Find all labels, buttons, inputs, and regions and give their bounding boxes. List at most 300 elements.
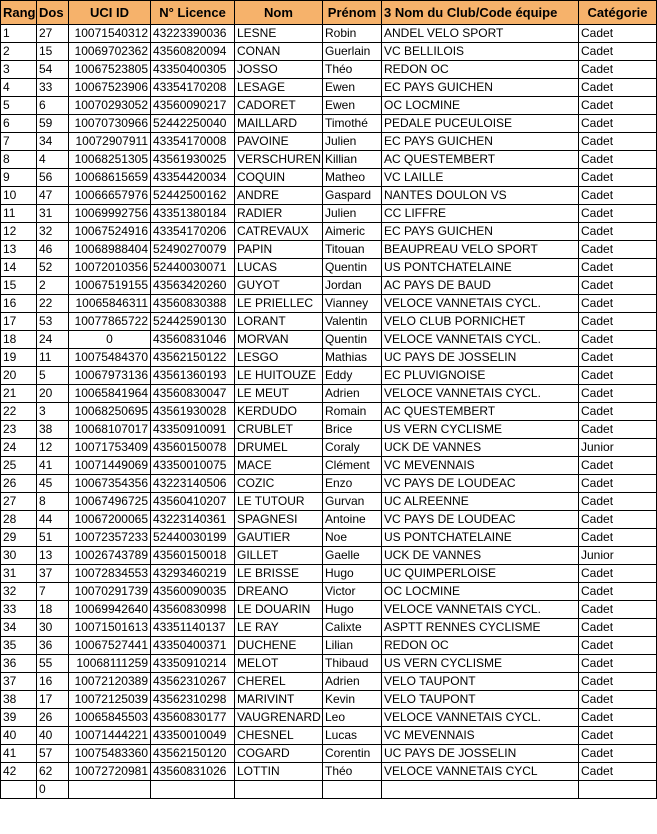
cell-club[interactable]: VELOCE VANNETAIS CYCL. [382, 331, 579, 349]
cell-uci-id[interactable]: 10067973136 [69, 367, 151, 385]
cell-licence[interactable]: 43223140506 [151, 475, 235, 493]
cell-uci-id[interactable]: 10069942640 [69, 601, 151, 619]
cell-licence[interactable]: 52440030199 [151, 529, 235, 547]
cell-club[interactable]: VELO TAUPONT [382, 691, 579, 709]
cell-club[interactable]: VC MEVENNAIS [382, 727, 579, 745]
cell-club[interactable]: EC PAYS GUICHEN [382, 133, 579, 151]
cell-dos[interactable]: 11 [37, 349, 69, 367]
cell-prenom[interactable]: Thibaud [323, 655, 382, 673]
cell-prenom[interactable]: Guerlain [323, 43, 382, 61]
cell-uci-id[interactable]: 10067519155 [69, 277, 151, 295]
cell-categorie[interactable]: Cadet [579, 205, 657, 223]
cell-nom[interactable]: MAILLARD [235, 115, 323, 133]
cell-club[interactable]: VC BELLILOIS [382, 43, 579, 61]
cell-nom[interactable]: SPAGNESI [235, 511, 323, 529]
cell-prenom[interactable]: Adrien [323, 673, 382, 691]
cell-dos[interactable]: 26 [37, 709, 69, 727]
cell-nom[interactable]: ANDRE [235, 187, 323, 205]
cell-rang[interactable]: 31 [1, 565, 37, 583]
cell-rang[interactable]: 9 [1, 169, 37, 187]
cell-dos[interactable]: 45 [37, 475, 69, 493]
cell-prenom[interactable]: Ewen [323, 97, 382, 115]
cell-prenom[interactable]: Jordan [323, 277, 382, 295]
cell-uci-id[interactable]: 10026743789 [69, 547, 151, 565]
cell-club[interactable]: VELOCE VANNETAIS CYCL. [382, 601, 579, 619]
cell-rang[interactable]: 29 [1, 529, 37, 547]
cell-nom[interactable]: LESAGE [235, 79, 323, 97]
cell-prenom[interactable]: Romain [323, 403, 382, 421]
cell-dos[interactable]: 51 [37, 529, 69, 547]
cell-uci-id[interactable]: 10067354356 [69, 475, 151, 493]
cell-dos[interactable]: 15 [37, 43, 69, 61]
cell-uci-id[interactable]: 10071449069 [69, 457, 151, 475]
cell-uci-id[interactable]: 10072907911 [69, 133, 151, 151]
cell-prenom[interactable]: Adrien [323, 385, 382, 403]
header-nom[interactable]: Nom [235, 1, 323, 25]
cell-uci-id[interactable]: 10072357233 [69, 529, 151, 547]
cell-rang[interactable]: 30 [1, 547, 37, 565]
cell-club[interactable]: VELOCE VANNETAIS CYCL. [382, 709, 579, 727]
cell-licence[interactable]: 52442250040 [151, 115, 235, 133]
cell-rang[interactable]: 7 [1, 133, 37, 151]
cell-club[interactable]: BEAUPREAU VELO SPORT [382, 241, 579, 259]
cell-prenom[interactable]: Gurvan [323, 493, 382, 511]
cell-dos[interactable]: 40 [37, 727, 69, 745]
cell-nom[interactable]: MARIVINT [235, 691, 323, 709]
cell-rang[interactable]: 5 [1, 97, 37, 115]
cell-licence[interactable]: 43560830047 [151, 385, 235, 403]
cell-prenom[interactable]: Clément [323, 457, 382, 475]
cell-rang[interactable]: 8 [1, 151, 37, 169]
cell-rang[interactable]: 28 [1, 511, 37, 529]
cell-licence[interactable]: 43351140137 [151, 619, 235, 637]
cell-club[interactable]: UCK DE VANNES [382, 439, 579, 457]
cell-club[interactable]: US PONTCHATELAINE [382, 259, 579, 277]
cell-prenom[interactable]: Lilian [323, 637, 382, 655]
cell-prenom[interactable]: Brice [323, 421, 382, 439]
cell-dos[interactable]: 30 [37, 619, 69, 637]
cell-nom[interactable]: CADORET [235, 97, 323, 115]
cell-club[interactable]: CC LIFFRE [382, 205, 579, 223]
cell-licence[interactable]: 43560410207 [151, 493, 235, 511]
cell-rang[interactable]: 41 [1, 745, 37, 763]
cell-rang[interactable]: 1 [1, 25, 37, 43]
cell-dos[interactable]: 46 [37, 241, 69, 259]
cell-rang[interactable]: 26 [1, 475, 37, 493]
cell-prenom[interactable] [323, 781, 382, 799]
cell-club[interactable]: AC QUESTEMBERT [382, 151, 579, 169]
cell-club[interactable]: REDON OC [382, 637, 579, 655]
cell-rang[interactable]: 34 [1, 619, 37, 637]
cell-rang[interactable]: 40 [1, 727, 37, 745]
cell-nom[interactable]: GUYOT [235, 277, 323, 295]
cell-licence[interactable]: 43560090035 [151, 583, 235, 601]
cell-uci-id[interactable]: 10069702362 [69, 43, 151, 61]
cell-club[interactable]: VC MEVENNAIS [382, 457, 579, 475]
cell-licence[interactable]: 43562150122 [151, 349, 235, 367]
cell-dos[interactable]: 59 [37, 115, 69, 133]
cell-club[interactable]: VC PAYS DE LOUDEAC [382, 475, 579, 493]
cell-licence[interactable]: 43350910214 [151, 655, 235, 673]
cell-club[interactable]: VELO TAUPONT [382, 673, 579, 691]
cell-rang[interactable]: 36 [1, 655, 37, 673]
cell-rang[interactable]: 27 [1, 493, 37, 511]
cell-uci-id[interactable]: 10075483360 [69, 745, 151, 763]
cell-rang[interactable]: 12 [1, 223, 37, 241]
cell-categorie[interactable]: Cadet [579, 601, 657, 619]
cell-prenom[interactable]: Leo [323, 709, 382, 727]
cell-club[interactable]: OC LOCMINE [382, 583, 579, 601]
cell-uci-id[interactable]: 10070730966 [69, 115, 151, 133]
cell-prenom[interactable]: Julien [323, 133, 382, 151]
cell-categorie[interactable]: Cadet [579, 151, 657, 169]
cell-prenom[interactable]: Robin [323, 25, 382, 43]
cell-prenom[interactable]: Matheo [323, 169, 382, 187]
cell-dos[interactable]: 37 [37, 565, 69, 583]
cell-prenom[interactable]: Titouan [323, 241, 382, 259]
cell-categorie[interactable]: Cadet [579, 97, 657, 115]
cell-uci-id[interactable]: 10071753409 [69, 439, 151, 457]
cell-nom[interactable]: LUCAS [235, 259, 323, 277]
cell-dos[interactable]: 0 [37, 781, 69, 799]
cell-club[interactable]: REDON OC [382, 61, 579, 79]
cell-uci-id[interactable]: 10067524916 [69, 223, 151, 241]
header-rang[interactable]: Rang [1, 1, 37, 25]
cell-licence[interactable]: 43223390036 [151, 25, 235, 43]
cell-categorie[interactable]: Cadet [579, 709, 657, 727]
cell-licence[interactable]: 43560831046 [151, 331, 235, 349]
cell-nom[interactable] [235, 781, 323, 799]
cell-prenom[interactable]: Mathias [323, 349, 382, 367]
cell-club[interactable]: UC PAYS DE JOSSELIN [382, 745, 579, 763]
cell-prenom[interactable]: Quentin [323, 331, 382, 349]
cell-categorie[interactable]: Cadet [579, 529, 657, 547]
cell-uci-id[interactable]: 10070293052 [69, 97, 151, 115]
cell-rang[interactable] [1, 781, 37, 799]
cell-rang[interactable]: 39 [1, 709, 37, 727]
cell-nom[interactable]: LE PRIELLEC [235, 295, 323, 313]
cell-nom[interactable]: LE BRISSE [235, 565, 323, 583]
cell-nom[interactable]: MACE [235, 457, 323, 475]
cell-categorie[interactable]: Cadet [579, 637, 657, 655]
cell-dos[interactable]: 22 [37, 295, 69, 313]
cell-licence[interactable]: 52490270079 [151, 241, 235, 259]
cell-categorie[interactable]: Cadet [579, 241, 657, 259]
cell-dos[interactable]: 18 [37, 601, 69, 619]
cell-nom[interactable]: COZIC [235, 475, 323, 493]
cell-nom[interactable]: COQUIN [235, 169, 323, 187]
cell-categorie[interactable]: Cadet [579, 475, 657, 493]
cell-licence[interactable]: 43560150018 [151, 547, 235, 565]
cell-rang[interactable]: 4 [1, 79, 37, 97]
cell-club[interactable]: VELO CLUB PORNICHET [382, 313, 579, 331]
cell-categorie[interactable]: Cadet [579, 655, 657, 673]
cell-prenom[interactable]: Hugo [323, 601, 382, 619]
cell-rang[interactable]: 42 [1, 763, 37, 781]
cell-dos[interactable]: 32 [37, 223, 69, 241]
cell-club[interactable]: US VERN CYCLISME [382, 421, 579, 439]
cell-licence[interactable]: 52442590130 [151, 313, 235, 331]
cell-categorie[interactable]: Cadet [579, 673, 657, 691]
cell-categorie[interactable]: Cadet [579, 277, 657, 295]
cell-dos[interactable]: 62 [37, 763, 69, 781]
cell-uci-id[interactable]: 10068615659 [69, 169, 151, 187]
cell-nom[interactable]: JOSSO [235, 61, 323, 79]
cell-rang[interactable]: 21 [1, 385, 37, 403]
cell-club[interactable]: AC PAYS DE BAUD [382, 277, 579, 295]
cell-licence[interactable]: 43350010049 [151, 727, 235, 745]
cell-dos[interactable]: 7 [37, 583, 69, 601]
cell-licence[interactable]: 43560830177 [151, 709, 235, 727]
cell-nom[interactable]: CRUBLET [235, 421, 323, 439]
cell-categorie[interactable]: Cadet [579, 619, 657, 637]
cell-nom[interactable]: GILLET [235, 547, 323, 565]
cell-categorie[interactable]: Cadet [579, 727, 657, 745]
cell-club[interactable]: EC PAYS GUICHEN [382, 79, 579, 97]
cell-dos[interactable]: 33 [37, 79, 69, 97]
cell-dos[interactable]: 5 [37, 367, 69, 385]
cell-uci-id[interactable]: 10070291739 [69, 583, 151, 601]
cell-uci-id[interactable]: 10067200065 [69, 511, 151, 529]
cell-categorie[interactable]: Cadet [579, 367, 657, 385]
cell-prenom[interactable]: Corentin [323, 745, 382, 763]
cell-categorie[interactable]: Cadet [579, 25, 657, 43]
cell-prenom[interactable]: Hugo [323, 565, 382, 583]
cell-rang[interactable]: 18 [1, 331, 37, 349]
cell-uci-id[interactable]: 10075484370 [69, 349, 151, 367]
cell-nom[interactable]: CHESNEL [235, 727, 323, 745]
cell-categorie[interactable]: Cadet [579, 133, 657, 151]
cell-prenom[interactable]: Ewen [323, 79, 382, 97]
cell-prenom[interactable]: Victor [323, 583, 382, 601]
cell-nom[interactable]: GAUTIER [235, 529, 323, 547]
cell-categorie[interactable]: Cadet [579, 403, 657, 421]
cell-club[interactable]: UC ALREENNE [382, 493, 579, 511]
cell-prenom[interactable]: Lucas [323, 727, 382, 745]
header-licence[interactable]: N° Licence [151, 1, 235, 25]
cell-categorie[interactable]: Cadet [579, 79, 657, 97]
cell-rang[interactable]: 32 [1, 583, 37, 601]
cell-nom[interactable]: LE TUTOUR [235, 493, 323, 511]
cell-club[interactable]: OC LOCMINE [382, 97, 579, 115]
cell-nom[interactable]: LE RAY [235, 619, 323, 637]
cell-dos[interactable]: 27 [37, 25, 69, 43]
cell-nom[interactable]: LE HUITOUZE [235, 367, 323, 385]
cell-prenom[interactable]: Eddy [323, 367, 382, 385]
cell-nom[interactable]: LOTTIN [235, 763, 323, 781]
cell-nom[interactable]: KERDUDO [235, 403, 323, 421]
cell-prenom[interactable]: Antoine [323, 511, 382, 529]
cell-uci-id[interactable]: 10068251305 [69, 151, 151, 169]
cell-club[interactable] [382, 781, 579, 799]
cell-categorie[interactable]: Cadet [579, 169, 657, 187]
cell-dos[interactable]: 3 [37, 403, 69, 421]
cell-rang[interactable]: 23 [1, 421, 37, 439]
cell-club[interactable]: VELOCE VANNETAIS CYCL. [382, 295, 579, 313]
cell-licence[interactable]: 43560830998 [151, 601, 235, 619]
cell-uci-id[interactable]: 0 [69, 331, 151, 349]
cell-dos[interactable]: 12 [37, 439, 69, 457]
cell-licence[interactable]: 43561930028 [151, 403, 235, 421]
cell-prenom[interactable]: Théo [323, 763, 382, 781]
cell-club[interactable]: EC PAYS GUICHEN [382, 223, 579, 241]
cell-nom[interactable]: LESNE [235, 25, 323, 43]
header-prenom[interactable]: Prénom [323, 1, 382, 25]
cell-categorie[interactable]: Cadet [579, 313, 657, 331]
cell-categorie[interactable]: Cadet [579, 295, 657, 313]
cell-licence[interactable]: 43223140361 [151, 511, 235, 529]
cell-uci-id[interactable]: 10072125039 [69, 691, 151, 709]
cell-club[interactable]: VC LAILLE [382, 169, 579, 187]
cell-nom[interactable]: PAVOINE [235, 133, 323, 151]
cell-licence[interactable] [151, 781, 235, 799]
cell-licence[interactable]: 43560820094 [151, 43, 235, 61]
cell-licence[interactable]: 43354170208 [151, 79, 235, 97]
cell-licence[interactable]: 43560090217 [151, 97, 235, 115]
cell-club[interactable]: UC PAYS DE JOSSELIN [382, 349, 579, 367]
cell-rang[interactable]: 14 [1, 259, 37, 277]
cell-categorie[interactable]: Cadet [579, 763, 657, 781]
cell-categorie[interactable]: Junior [579, 547, 657, 565]
cell-dos[interactable]: 24 [37, 331, 69, 349]
cell-dos[interactable]: 44 [37, 511, 69, 529]
cell-uci-id[interactable]: 10072010356 [69, 259, 151, 277]
cell-nom[interactable]: RADIER [235, 205, 323, 223]
cell-nom[interactable]: COGARD [235, 745, 323, 763]
cell-rang[interactable]: 2 [1, 43, 37, 61]
cell-licence[interactable]: 43562310267 [151, 673, 235, 691]
cell-club[interactable]: AC QUESTEMBERT [382, 403, 579, 421]
cell-dos[interactable]: 20 [37, 385, 69, 403]
cell-licence[interactable]: 43350400305 [151, 61, 235, 79]
cell-dos[interactable]: 55 [37, 655, 69, 673]
cell-rang[interactable]: 13 [1, 241, 37, 259]
cell-prenom[interactable]: Vianney [323, 295, 382, 313]
cell-club[interactable]: VELOCE VANNETAIS CYCL [382, 763, 579, 781]
cell-nom[interactable]: VAUGRENARD [235, 709, 323, 727]
cell-dos[interactable]: 31 [37, 205, 69, 223]
cell-uci-id[interactable]: 10068107017 [69, 421, 151, 439]
cell-uci-id[interactable]: 10072834553 [69, 565, 151, 583]
cell-categorie[interactable]: Cadet [579, 115, 657, 133]
cell-licence[interactable]: 43354420034 [151, 169, 235, 187]
cell-uci-id[interactable]: 10068988404 [69, 241, 151, 259]
cell-nom[interactable]: CHEREL [235, 673, 323, 691]
cell-licence[interactable]: 43563420260 [151, 277, 235, 295]
cell-prenom[interactable]: Coraly [323, 439, 382, 457]
cell-uci-id[interactable]: 10072720981 [69, 763, 151, 781]
cell-categorie[interactable]: Cadet [579, 331, 657, 349]
cell-dos[interactable]: 36 [37, 637, 69, 655]
cell-club[interactable]: VELOCE VANNETAIS CYCL. [382, 385, 579, 403]
cell-categorie[interactable]: Cadet [579, 745, 657, 763]
cell-rang[interactable]: 19 [1, 349, 37, 367]
cell-dos[interactable]: 41 [37, 457, 69, 475]
cell-rang[interactable]: 16 [1, 295, 37, 313]
cell-nom[interactable]: LESGO [235, 349, 323, 367]
cell-licence[interactable]: 43561360193 [151, 367, 235, 385]
cell-categorie[interactable]: Cadet [579, 493, 657, 511]
cell-uci-id[interactable]: 10067523906 [69, 79, 151, 97]
cell-rang[interactable]: 24 [1, 439, 37, 457]
cell-dos[interactable]: 13 [37, 547, 69, 565]
cell-uci-id[interactable]: 10069992756 [69, 205, 151, 223]
cell-licence[interactable]: 43350400371 [151, 637, 235, 655]
cell-prenom[interactable]: Enzo [323, 475, 382, 493]
cell-rang[interactable]: 33 [1, 601, 37, 619]
cell-dos[interactable]: 52 [37, 259, 69, 277]
cell-licence[interactable]: 43351380184 [151, 205, 235, 223]
cell-licence[interactable]: 43562150120 [151, 745, 235, 763]
cell-rang[interactable]: 3 [1, 61, 37, 79]
cell-uci-id[interactable]: 10067527441 [69, 637, 151, 655]
cell-categorie[interactable]: Cadet [579, 583, 657, 601]
cell-dos[interactable]: 54 [37, 61, 69, 79]
cell-nom[interactable]: DRUMEL [235, 439, 323, 457]
cell-licence[interactable]: 43293460219 [151, 565, 235, 583]
cell-club[interactable]: US VERN CYCLISME [382, 655, 579, 673]
cell-nom[interactable]: LE DOUARIN [235, 601, 323, 619]
cell-uci-id[interactable]: 10065841964 [69, 385, 151, 403]
cell-rang[interactable]: 15 [1, 277, 37, 295]
cell-rang[interactable]: 25 [1, 457, 37, 475]
cell-club[interactable]: EC PLUVIGNOISE [382, 367, 579, 385]
cell-categorie[interactable]: Cadet [579, 223, 657, 241]
cell-categorie[interactable]: Cadet [579, 259, 657, 277]
cell-licence[interactable]: 43350010075 [151, 457, 235, 475]
cell-dos[interactable]: 6 [37, 97, 69, 115]
cell-prenom[interactable]: Aimeric [323, 223, 382, 241]
cell-nom[interactable]: LE MEUT [235, 385, 323, 403]
cell-uci-id[interactable]: 10071540312 [69, 25, 151, 43]
cell-uci-id[interactable]: 10067523805 [69, 61, 151, 79]
cell-club[interactable]: US PONTCHATELAINE [382, 529, 579, 547]
cell-categorie[interactable]: Cadet [579, 385, 657, 403]
cell-licence[interactable]: 43560150078 [151, 439, 235, 457]
cell-dos[interactable]: 56 [37, 169, 69, 187]
cell-club[interactable]: PEDALE PUCEULOISE [382, 115, 579, 133]
cell-nom[interactable]: PAPIN [235, 241, 323, 259]
cell-rang[interactable]: 37 [1, 673, 37, 691]
cell-prenom[interactable]: Gaspard [323, 187, 382, 205]
cell-prenom[interactable]: Quentin [323, 259, 382, 277]
cell-licence[interactable]: 43354170008 [151, 133, 235, 151]
cell-licence[interactable]: 43561930025 [151, 151, 235, 169]
cell-categorie[interactable]: Cadet [579, 421, 657, 439]
cell-prenom[interactable]: Julien [323, 205, 382, 223]
cell-dos[interactable]: 2 [37, 277, 69, 295]
cell-uci-id[interactable]: 10071501613 [69, 619, 151, 637]
cell-licence[interactable]: 43560831026 [151, 763, 235, 781]
cell-categorie[interactable]: Cadet [579, 457, 657, 475]
cell-nom[interactable]: MORVAN [235, 331, 323, 349]
header-club[interactable]: 3 Nom du Club/Code équipe [382, 1, 579, 25]
cell-dos[interactable]: 38 [37, 421, 69, 439]
cell-club[interactable]: VC PAYS DE LOUDEAC [382, 511, 579, 529]
cell-licence[interactable]: 52442500162 [151, 187, 235, 205]
cell-categorie[interactable]: Junior [579, 439, 657, 457]
cell-uci-id[interactable] [69, 781, 151, 799]
cell-rang[interactable]: 38 [1, 691, 37, 709]
cell-prenom[interactable]: Valentin [323, 313, 382, 331]
cell-club[interactable]: NANTES DOULON VS [382, 187, 579, 205]
cell-dos[interactable]: 53 [37, 313, 69, 331]
cell-categorie[interactable]: Cadet [579, 565, 657, 583]
cell-licence[interactable]: 43560830388 [151, 295, 235, 313]
cell-prenom[interactable]: Noe [323, 529, 382, 547]
cell-licence[interactable]: 43350910091 [151, 421, 235, 439]
cell-nom[interactable]: VERSCHUREN [235, 151, 323, 169]
